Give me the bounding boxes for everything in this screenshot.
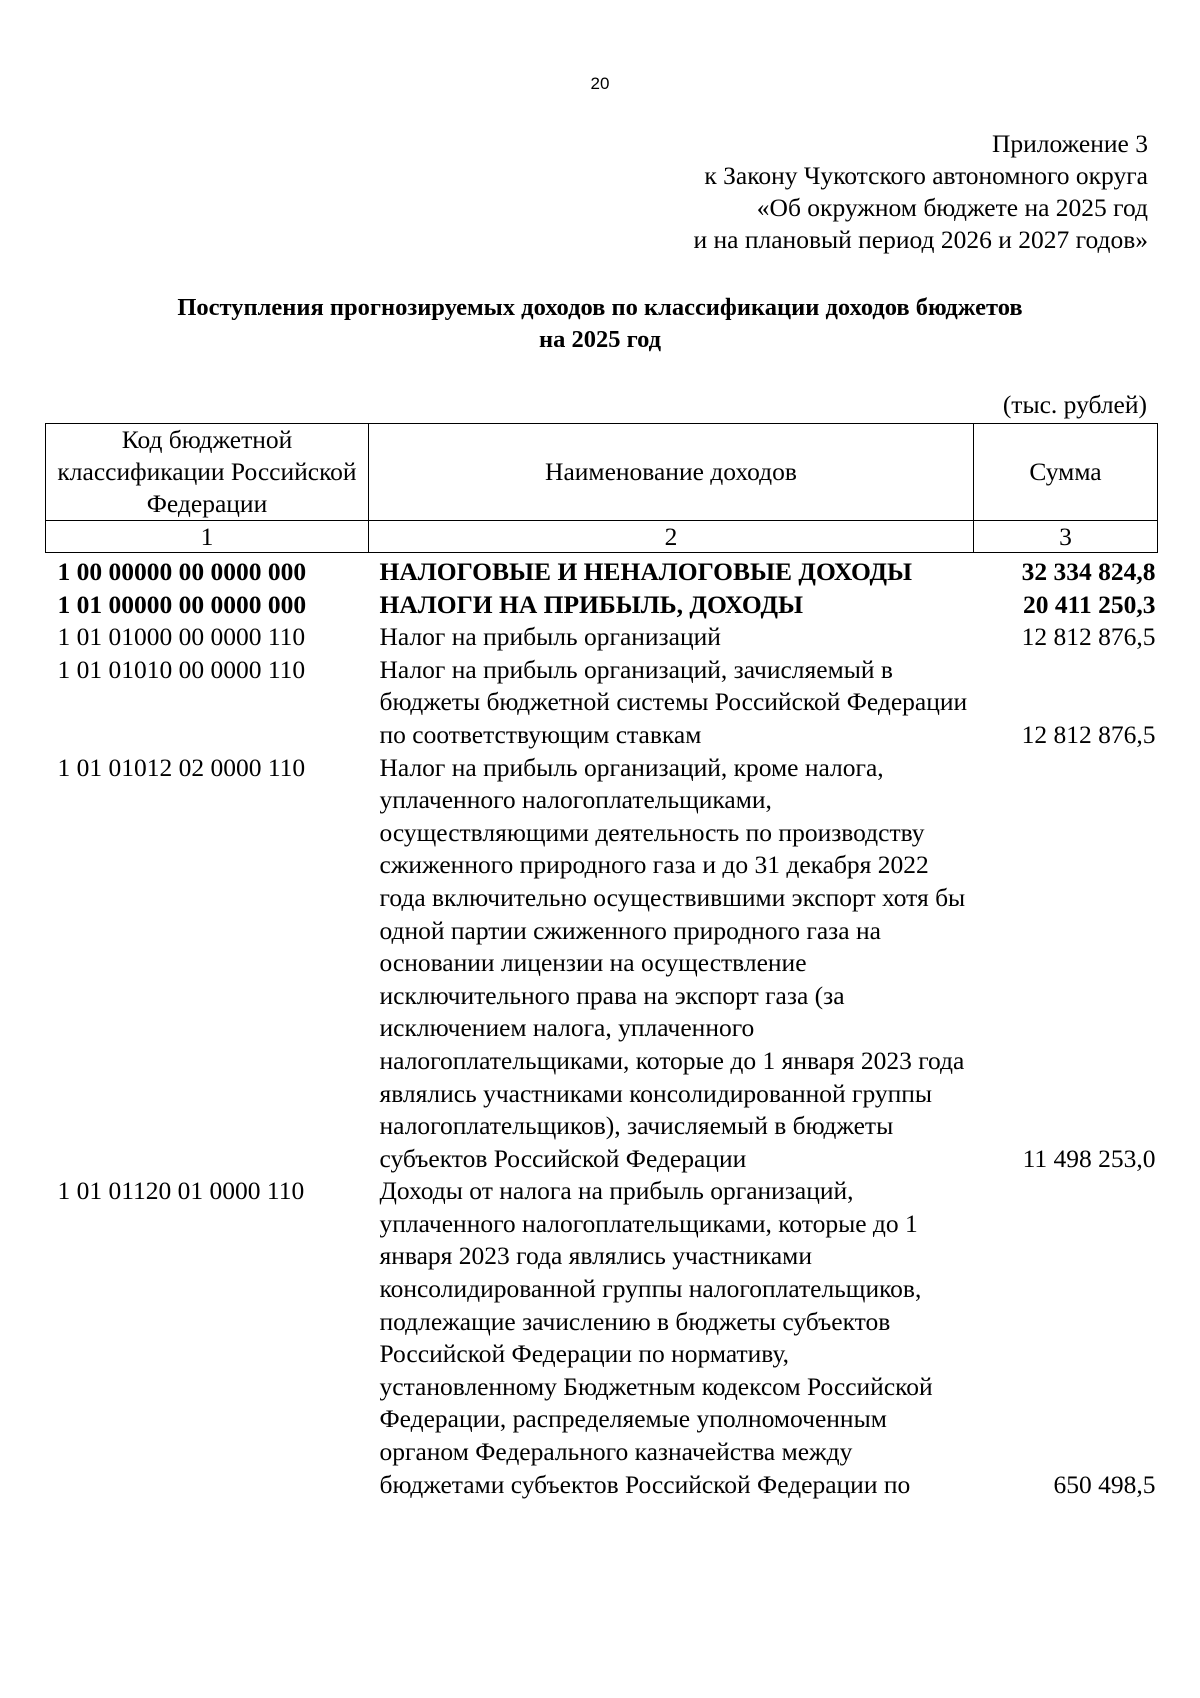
row-code: 1 01 01010 00 0000 110 <box>57 654 306 684</box>
row-sum: 32 334 824,8 <box>1021 557 1156 586</box>
column-number: 2 <box>369 521 974 553</box>
annex-line: Приложение 3 <box>992 129 1148 158</box>
row-name: Налог на прибыль организаций <box>379 622 721 652</box>
row-name: НАЛОГОВЫЕ И НЕНАЛОГОВЫЕ ДОХОДЫ <box>379 557 913 586</box>
column-number: 3 <box>974 521 1158 553</box>
row-sum: 12 812 876,5 <box>1021 719 1156 749</box>
title-line: на 2025 год <box>538 326 662 353</box>
header-sum: Сумма <box>974 424 1158 521</box>
title-line: Поступления прогнозируемых доходов по классификации доходов бюджетов <box>177 294 1023 321</box>
row-code: 1 01 01012 02 0000 110 <box>57 752 306 782</box>
units-label: (тыс. рублей) <box>1002 390 1147 419</box>
row-sum: 12 812 876,5 <box>1021 622 1156 652</box>
row-code: 1 01 00000 00 0000 000 <box>57 589 307 619</box>
page-number: 20 <box>590 74 610 93</box>
table-row <box>46 553 1158 589</box>
revenue-table <box>45 423 1158 1501</box>
table-row <box>46 621 1158 654</box>
row-sum: 11 498 253,0 <box>1022 1143 1156 1173</box>
header-code: Код бюджетной классификации Российской Федерации <box>46 424 369 521</box>
table-row <box>46 1175 1158 1501</box>
table-body <box>46 553 1158 1502</box>
row-sum: 20 411 250,3 <box>1023 589 1156 619</box>
row-name: Налог на прибыль организаций, кроме налога, уплаченного налогоплательщиками, осуществляющими деятельность по производству сжиженного природного газа и до 31 декабря 2022 года включительно осуществившими экспорт хотя бы одной партии сжиженного природного газа на основании лицензии на осуществление исключительного права на экспорт газа (за исключением налога, уплаченного налогоплательщиками, которые до 1 января 2023 года являлись участниками консолидированной группы налогоплательщиков), зачисляемый в бюджеты субъектов Российской Федерации <box>379 752 966 1173</box>
column-number: 1 <box>46 521 369 553</box>
annex-line: к Закону Чукотского автономного округа <box>704 161 1148 190</box>
header-name: Наименование доходов <box>369 424 974 521</box>
table-row <box>46 752 1158 1176</box>
row-name: НАЛОГИ НА ПРИБЫЛЬ, ДОХОДЫ <box>379 589 804 619</box>
row-name: Доходы от налога на прибыль организаций, уплаченного налогоплательщиками, которые до 1 января 2023 года являлись участниками консолидированной группы налогоплательщиков, подлежащие зачислению в бюджеты субъектов Российской Федерации по нормативу, установленному Бюджетным кодексом Российской Федерации, распределяемые уполномоченным органом Федерального казначейства между бюджетами субъектов Российской Федерации по <box>379 1176 933 1499</box>
row-name: Налог на прибыль организаций, зачисляемый в бюджеты бюджетной системы Российской Федерации по соответствующим ставкам <box>379 654 968 749</box>
column-number-row <box>46 521 1158 553</box>
document-title <box>0 292 1200 356</box>
row-code: 1 01 01000 00 0000 110 <box>57 622 306 652</box>
annex-header <box>694 128 1149 256</box>
table-row <box>46 589 1158 622</box>
table-row <box>46 654 1158 752</box>
row-code: 1 00 00000 00 0000 000 <box>57 557 307 586</box>
annex-line: «Об окружном бюджете на 2025 год <box>756 193 1148 222</box>
annex-line: и на плановый период 2026 и 2027 годов» <box>693 225 1148 254</box>
table-header-row <box>46 424 1158 521</box>
row-sum: 650 498,5 <box>1053 1469 1156 1499</box>
row-code: 1 01 01120 01 0000 110 <box>57 1176 305 1206</box>
